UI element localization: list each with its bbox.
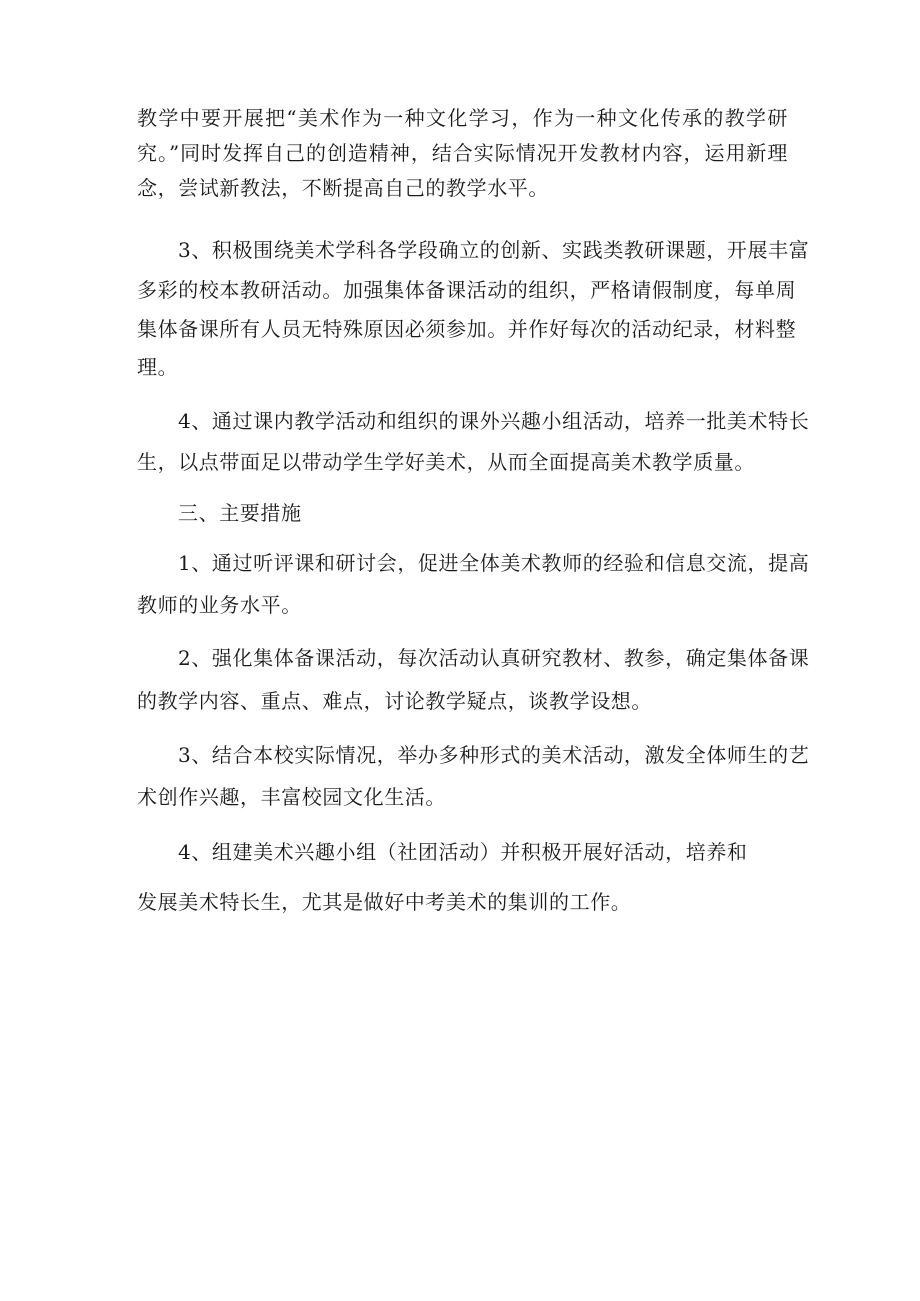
- text-line: 念，尝试新教法，不断提高自己的教学水平。: [137, 176, 549, 200]
- text-line: 理。: [137, 355, 179, 379]
- text-line: 集体备课所有人员无特殊原因必须参加。并作好每次的活动纪录，材料整: [137, 317, 797, 341]
- text-line: 教师的业务水平。: [137, 593, 302, 617]
- text-line: 4、通过课内教学活动和组织的课外兴趣小组活动，培养一批美术特长: [178, 409, 810, 433]
- text-line: 3、积极围绕美术学科各学段确立的创新、实践类教研课题，开展丰富: [178, 238, 810, 262]
- text-line: 多彩的校本教研活动。加强集体备课活动的组织，严格请假制度，每单周: [137, 278, 797, 302]
- text-line: 的教学内容、重点、难点，讨论教学疑点，谈教学设想。: [137, 689, 652, 713]
- text-line: 术创作兴趣，丰富校园文化生活。: [137, 785, 446, 809]
- text-line: 教学中要开展把“美术作为一种文化学习，作为一种文化传承的教学研: [137, 106, 788, 130]
- text-line: 4、组建美术兴趣小组（社团活动）并积极开展好活动，培养和: [178, 840, 748, 864]
- text-line: 究。”同时发挥自己的创造精神，结合实际情况开发教材内容，运用新理: [137, 141, 788, 165]
- text-line: 生，以点带面足以带动学生学好美术，从而全面提高美术教学质量。: [137, 450, 755, 474]
- text-line: 发展美术特长生，尤其是做好中考美术的集训的工作。: [137, 890, 632, 914]
- text-line: 2、强化集体备课活动，每次活动认真研究教材、教参，确定集体备课: [178, 646, 810, 670]
- section-heading: 三、主要措施: [178, 501, 302, 525]
- text-line: 3、结合本校实际情况，举办多种形式的美术活动，激发全体师生的艺: [178, 743, 810, 767]
- text-line: 1、通过听评课和研讨会，促进全体美术教师的经验和信息交流，提高: [178, 551, 810, 575]
